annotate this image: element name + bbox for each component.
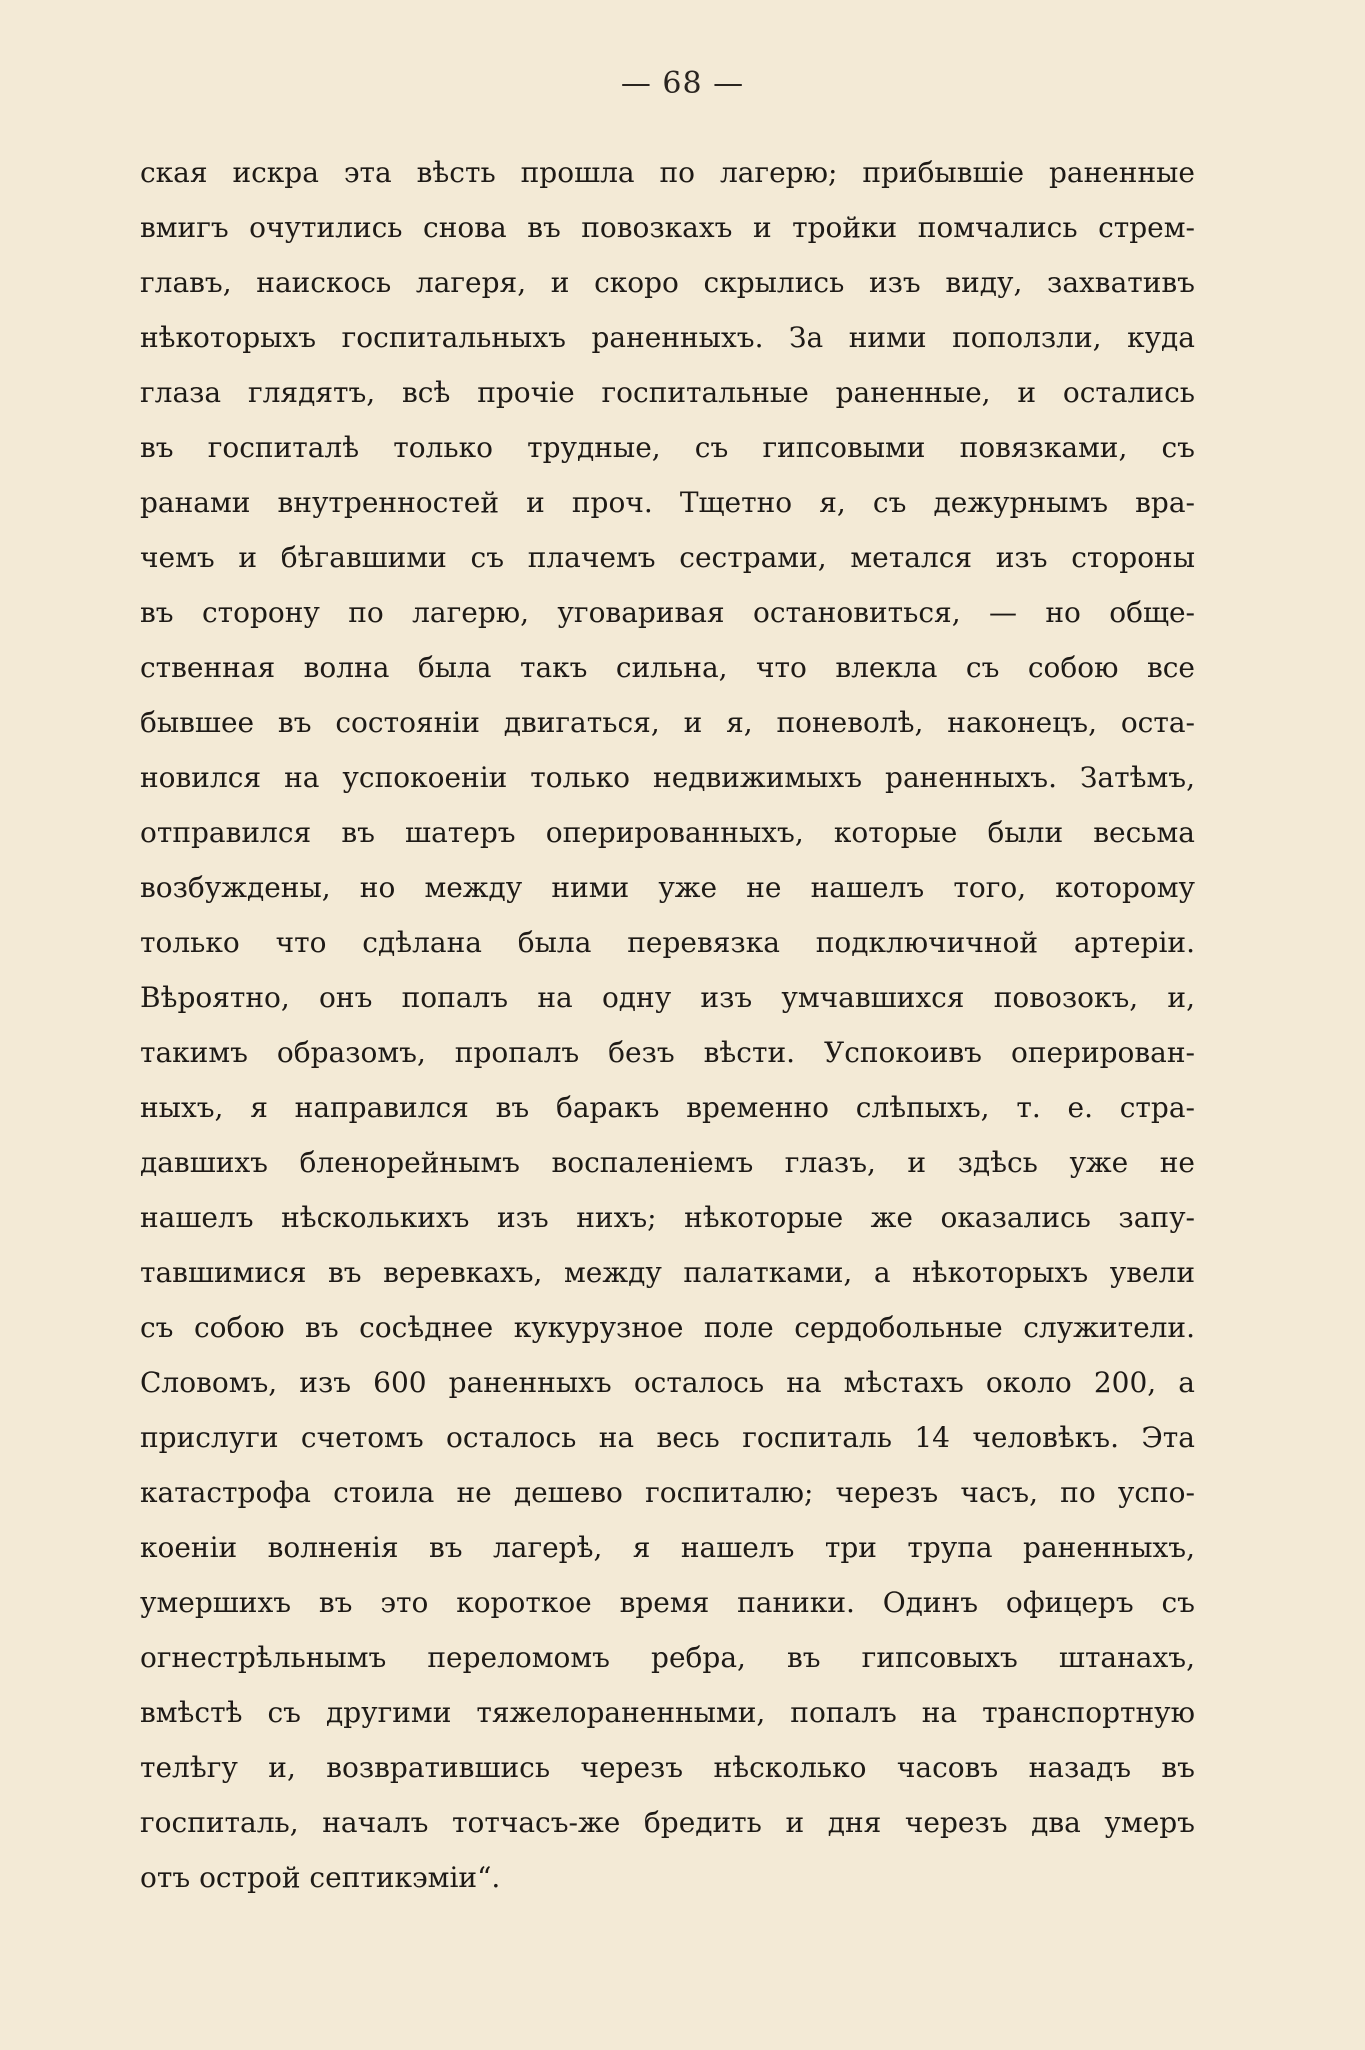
text-line: такимъ образомъ, пропалъ безъ вѣсти. Успокоивъ оперирован-: [140, 1036, 1195, 1069]
text-line: ская искра эта вѣсть прошла по лагерю; прибывшіе раненные: [140, 156, 1195, 189]
text-line: прислуги счетомъ осталось на весь госпиталь 14 человѣкъ. Эта: [140, 1421, 1195, 1454]
text-line: ственная волна была такъ сильна, что влекла съ собою все: [140, 651, 1195, 684]
text-line: глаза глядятъ, всѣ прочіе госпитальные раненные, и остались: [140, 376, 1195, 409]
text-line: съ собою въ сосѣднее кукурузное поле сердобольные служители.: [140, 1311, 1195, 1344]
text-line: нашелъ нѣсколькихъ изъ нихъ; нѣкоторые же оказались запу-: [140, 1201, 1195, 1234]
text-line: только что сдѣлана была перевязка подключичной артеріи.: [140, 926, 1195, 959]
text-line: чемъ и бѣгавшими съ плачемъ сестрами, метался изъ стороны: [140, 541, 1195, 574]
text-line: ныхъ, я направился въ баракъ временно слѣпыхъ, т. е. стра-: [140, 1091, 1195, 1124]
text-line: нѣкоторыхъ госпитальныхъ раненныхъ. За ними поползли, куда: [140, 321, 1195, 354]
text-line: вмѣстѣ съ другими тяжелораненными, попалъ на транспортную: [140, 1696, 1195, 1729]
text-line: ранами внутренностей и проч. Тщетно я, съ дежурнымъ вра-: [140, 486, 1195, 519]
body-text: [140, 145, 1195, 1905]
text-line: Словомъ, изъ 600 раненныхъ осталось на мѣстахъ около 200, а: [140, 1366, 1195, 1399]
text-line: въ сторону по лагерю, уговаривая остановиться, — но обще-: [140, 596, 1195, 629]
text-line: бывшее въ состояніи двигаться, и я, поневолѣ, наконецъ, оста-: [140, 706, 1195, 739]
text-line: вмигъ очутились снова въ повозкахъ и тройки помчались стрем-: [140, 211, 1195, 244]
text-line: госпиталь, началъ тотчасъ-же бредить и дня черезъ два умеръ: [140, 1806, 1195, 1839]
text-line: тавшимися въ веревкахъ, между палатками, а нѣкоторыхъ увели: [140, 1256, 1195, 1289]
text-line: отъ острой септикэміи“.: [140, 1861, 501, 1894]
text-line: коеніи волненія въ лагерѣ, я нашелъ три трупа раненныхъ,: [140, 1531, 1195, 1564]
text-line: главъ, наискось лагеря, и скоро скрылись изъ виду, захвативъ: [140, 266, 1195, 299]
text-line: отправился въ шатеръ оперированныхъ, которые были весьма: [140, 816, 1195, 849]
text-line: умершихъ въ это короткое время паники. Одинъ офицеръ съ: [140, 1586, 1195, 1619]
text-line: огнестрѣльнымъ переломомъ ребра, въ гипсовыхъ штанахъ,: [140, 1641, 1195, 1674]
text-line: катастрофа стоила не дешево госпиталю; черезъ часъ, по успо-: [140, 1476, 1195, 1509]
text-line: давшихъ бленорейнымъ воспаленіемъ глазъ, и здѣсь уже не: [140, 1146, 1195, 1179]
text-line: въ госпиталѣ только трудные, съ гипсовыми повязками, съ: [140, 431, 1195, 464]
text-line: телѣгу и, возвратившись черезъ нѣсколько часовъ назадъ въ: [140, 1751, 1195, 1784]
text-line: новился на успокоеніи только недвижимыхъ раненныхъ. Затѣмъ,: [140, 761, 1195, 794]
page-number: — 68 —: [620, 66, 745, 101]
text-line: Вѣроятно, онъ попалъ на одну изъ умчавшихся повозокъ, и,: [140, 981, 1195, 1014]
text-line: возбуждены, но между ними уже не нашелъ того, которому: [140, 871, 1195, 904]
